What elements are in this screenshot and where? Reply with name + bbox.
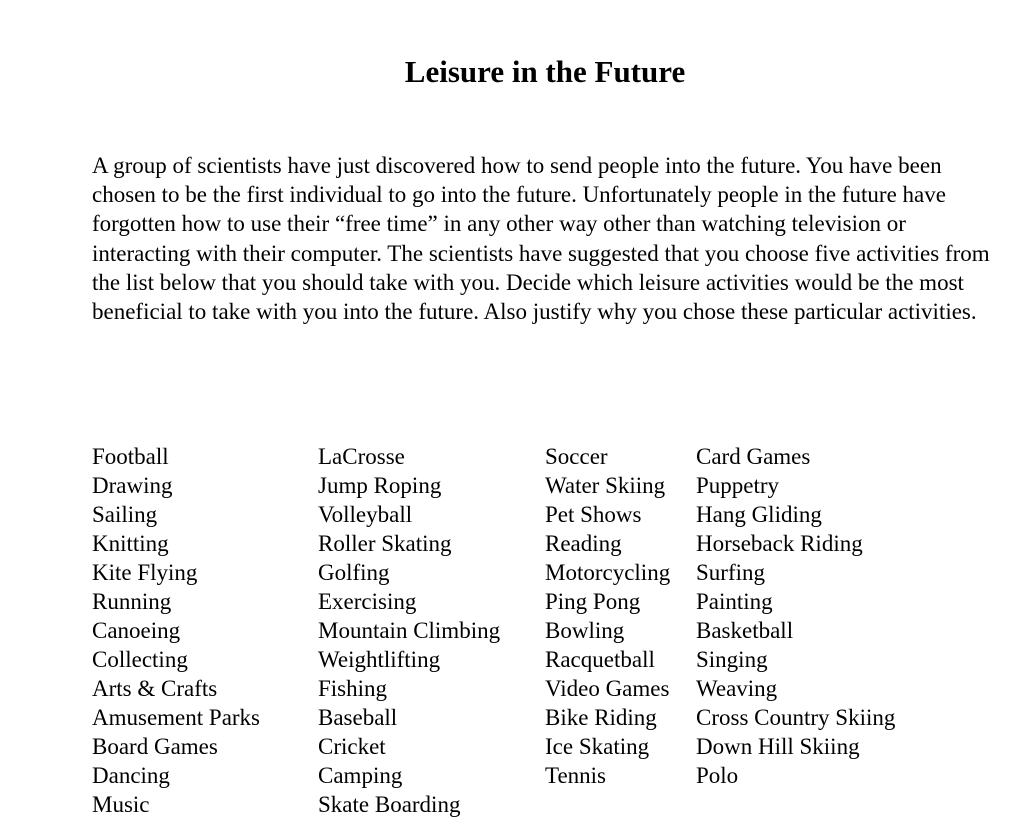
activity-item: Fishing (318, 676, 388, 701)
activity-item: Camping (318, 763, 403, 788)
activity-item: Bowling (545, 618, 625, 643)
activity-item: Jump Roping (318, 473, 442, 498)
activity-item: Running (92, 589, 172, 614)
activity-item: Golfing (318, 560, 390, 585)
activity-item: Horseback Riding (696, 531, 863, 556)
activity-item: Baseball (318, 705, 398, 730)
activity-item: Amusement Parks (92, 705, 261, 730)
activity-item: Painting (696, 589, 773, 614)
activity-column-4 (696, 442, 895, 790)
activity-item: Hang Gliding (696, 502, 822, 527)
activity-item: Skate Boarding (318, 792, 461, 817)
page-title: Leisure in the Future (404, 54, 686, 89)
activity-item: Surfing (696, 560, 765, 585)
activity-item: Canoeing (92, 618, 181, 643)
activity-item: Mountain Climbing (318, 618, 501, 643)
activity-item: Exercising (318, 589, 417, 614)
activity-item: Ice Skating (545, 734, 650, 759)
activity-item: Kite Flying (92, 560, 198, 585)
activity-item: Music (92, 792, 150, 817)
activity-item: Soccer (545, 444, 608, 469)
activity-item: Water Skiing (545, 473, 666, 498)
activity-item: Roller Skating (318, 531, 452, 556)
activity-item: Racquetball (545, 647, 655, 672)
activity-item: Drawing (92, 473, 173, 498)
activity-item: LaCrosse (318, 444, 405, 469)
activity-item: Weightlifting (318, 647, 441, 672)
activity-item: Weaving (696, 676, 778, 701)
activity-item: Bike Riding (545, 705, 657, 730)
activity-item: Reading (545, 531, 622, 556)
activity-column-2 (318, 442, 500, 819)
activity-item: Ping Pong (545, 589, 641, 614)
activity-item: Card Games (696, 444, 811, 469)
activity-item: Pet Shows (545, 502, 642, 527)
activity-item: Football (92, 444, 169, 469)
activity-item: Puppetry (696, 473, 780, 498)
activity-column-3 (545, 442, 670, 790)
activity-item: Down Hill Skiing (696, 734, 860, 759)
activity-item: Collecting (92, 647, 188, 672)
activity-item: Arts & Crafts (92, 676, 218, 701)
intro-paragraph: A group of scientists have just discovered how to send people into the future. You have been chosen to be the first individual to go into the future. Unfortunately people in the future have forgotten how to use their “free time” in any other way other than watching television or interacting with their computer. The scientists have suggested that you choose five activities from the list below that you should take with you. Decide which leisure activities would be the most beneficial to take with you into the future. Also justify why you chose these particular activities. (92, 153, 990, 325)
activity-item: Basketball (696, 618, 794, 643)
activity-column-1 (92, 442, 260, 819)
activity-item: Polo (696, 763, 739, 788)
activity-item: Tennis (545, 763, 606, 788)
activity-item: Video Games (545, 676, 670, 701)
activity-item: Singing (696, 647, 768, 672)
activity-item: Sailing (92, 502, 158, 527)
activity-item: Board Games (92, 734, 218, 759)
activity-item: Motorcycling (545, 560, 671, 585)
activity-item: Knitting (92, 531, 169, 556)
activity-item: Volleyball (318, 502, 413, 527)
activity-item: Cricket (318, 734, 386, 759)
activity-item: Dancing (92, 763, 170, 788)
activity-item: Cross Country Skiing (696, 705, 896, 730)
